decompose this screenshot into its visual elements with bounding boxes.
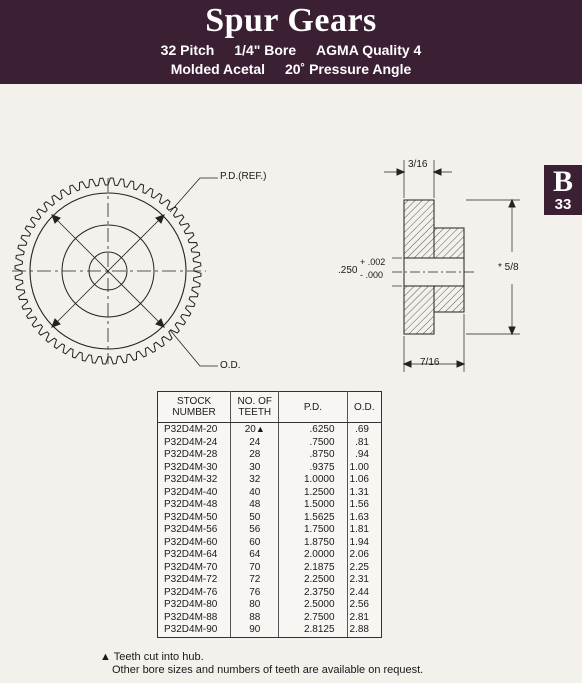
pd-cell: 2.7500	[279, 612, 347, 625]
stock-number-cell: P32D4M-40	[158, 487, 231, 500]
stock-number-cell: P32D4M-48	[158, 499, 231, 512]
section-page-number: 33	[554, 196, 572, 213]
col-pitch-diameter: P.D.	[279, 392, 347, 423]
quality-spec: AGMA Quality 4	[316, 42, 422, 58]
footnotes	[100, 651, 423, 677]
teeth-cell: 40	[231, 487, 279, 500]
teeth-cell: 70	[231, 562, 279, 575]
stock-number-cell: P32D4M-88	[158, 612, 231, 625]
od-cell: .94	[355, 449, 369, 460]
pressure-angle-spec: 20˚ Pressure Angle	[284, 61, 412, 77]
bore-size-label: .250	[338, 265, 358, 276]
stock-number-cell: P32D4M-20	[158, 423, 231, 437]
od-cell: .69	[355, 423, 369, 435]
stock-number-cell: P32D4M-24	[158, 437, 231, 450]
pd-cell: 1.2500	[279, 487, 347, 500]
teeth-cell: 56	[231, 524, 279, 537]
stock-number-cell: P32D4M-76	[158, 587, 231, 600]
stock-number-cell: P32D4M-60	[158, 537, 231, 550]
pitch-spec: 32 Pitch	[160, 42, 215, 58]
od-cell: 2.56	[349, 599, 369, 610]
table-row	[158, 624, 382, 637]
stock-number-cell: P32D4M-32	[158, 474, 231, 487]
stock-number-cell: P32D4M-70	[158, 562, 231, 575]
table-row	[158, 587, 382, 600]
teeth-cell: 28	[231, 449, 279, 462]
stock-number-cell: P32D4M-80	[158, 599, 231, 612]
pd-cell: 1.8750	[279, 537, 347, 550]
stock-number-cell: P32D4M-64	[158, 549, 231, 562]
outside-diameter-label: O.D.	[220, 360, 241, 371]
table-row	[158, 524, 382, 537]
table-row	[158, 612, 382, 625]
table-body	[158, 423, 382, 638]
pd-cell: 2.0000	[279, 549, 347, 562]
od-cell: 2.06	[349, 549, 369, 560]
bore-spec: 1/4" Bore	[234, 42, 297, 58]
spec-line-1	[0, 42, 582, 58]
pd-cell: 2.5000	[279, 599, 347, 612]
od-cell: 1.56	[349, 499, 369, 510]
teeth-cell: 76	[231, 587, 279, 600]
table-row	[158, 499, 382, 512]
table-row	[158, 487, 382, 500]
od-cell: 1.06	[349, 474, 369, 485]
od-cell: 1.94	[349, 536, 369, 548]
pd-cell: 1.0000	[279, 474, 347, 487]
material-spec: Molded Acetal	[170, 61, 266, 77]
od-cell: 2.25	[349, 561, 369, 573]
bore-tolerance-plus: + .002	[360, 257, 386, 267]
bore-tolerance-minus: - .000	[360, 270, 384, 280]
gear-front-view	[12, 178, 218, 366]
teeth-cell: 20▲	[231, 423, 279, 437]
teeth-cell: 50	[231, 512, 279, 525]
pd-cell: 2.3750	[279, 587, 347, 600]
table-row	[158, 537, 382, 550]
table-row	[158, 549, 382, 562]
col-teeth: NO. OF TEETH	[231, 392, 279, 423]
col-outside-diameter: O.D.	[347, 392, 381, 423]
section-letter: B	[552, 165, 573, 198]
hub-footnote: ▲ Teeth cut into hub.	[100, 651, 204, 663]
gear-spec-table	[157, 391, 382, 638]
table-row	[158, 423, 382, 437]
pd-cell: 2.2500	[279, 574, 347, 587]
pd-cell: 2.1875	[279, 562, 347, 575]
od-cell: 2.31	[349, 574, 369, 585]
pd-cell: 1.5000	[279, 499, 347, 512]
table-row	[158, 449, 382, 462]
stock-number-cell: P32D4M-72	[158, 574, 231, 587]
stock-number-cell: P32D4M-90	[158, 624, 231, 637]
pd-cell: 2.8125	[279, 624, 347, 637]
page-title: Spur Gears	[205, 2, 377, 39]
table-row	[158, 474, 382, 487]
teeth-cell: 48	[231, 499, 279, 512]
table-row	[158, 462, 382, 475]
od-cell: .81	[355, 436, 369, 448]
stock-number-cell: P32D4M-50	[158, 512, 231, 525]
teeth-cell: 30	[231, 462, 279, 475]
od-cell: 1.81	[349, 524, 369, 535]
teeth-cell: 90	[231, 624, 279, 637]
stock-number-cell: P32D4M-56	[158, 524, 231, 537]
od-cell: 2.81	[349, 611, 369, 623]
overall-height-label: * 5/8	[498, 262, 519, 273]
pd-cell: .9375	[279, 462, 347, 475]
availability-footnote: Other bore sizes and numbers of teeth are available on request.	[112, 664, 424, 676]
od-cell: 1.63	[349, 511, 369, 523]
pd-cell: .8750	[279, 449, 347, 462]
table-header-row	[158, 392, 382, 423]
teeth-cell: 32	[231, 474, 279, 487]
stock-number-cell: P32D4M-28	[158, 449, 231, 462]
od-cell: 1.00	[349, 461, 369, 473]
teeth-cell: 24	[231, 437, 279, 450]
overall-length-label: 7/16	[420, 357, 440, 368]
teeth-cell: 72	[231, 574, 279, 587]
od-cell: 2.44	[349, 586, 369, 598]
pd-cell: .6250	[279, 423, 347, 437]
stock-number-cell: P32D4M-30	[158, 462, 231, 475]
gear-drawing	[0, 84, 582, 384]
pd-cell: 1.5625	[279, 512, 347, 525]
pd-cell: .7500	[279, 437, 347, 450]
table-row	[158, 437, 382, 450]
hub-marker-icon: ▲	[255, 424, 265, 434]
od-cell: 2.88	[347, 624, 381, 637]
face-width-label: 3/16	[408, 159, 428, 170]
teeth-cell: 88	[231, 612, 279, 625]
table-row	[158, 562, 382, 575]
header-banner	[0, 0, 582, 84]
table-row	[158, 599, 382, 612]
teeth-cell: 60	[231, 537, 279, 550]
pd-cell: 1.7500	[279, 524, 347, 537]
od-cell: 1.31	[349, 486, 369, 498]
teeth-cell: 80	[231, 599, 279, 612]
table-row	[158, 512, 382, 525]
pitch-diameter-label: P.D.(REF.)	[220, 171, 267, 182]
spec-line-2	[0, 61, 582, 77]
col-stock-number: STOCK NUMBER	[158, 392, 231, 423]
teeth-cell: 64	[231, 549, 279, 562]
table-row	[158, 574, 382, 587]
